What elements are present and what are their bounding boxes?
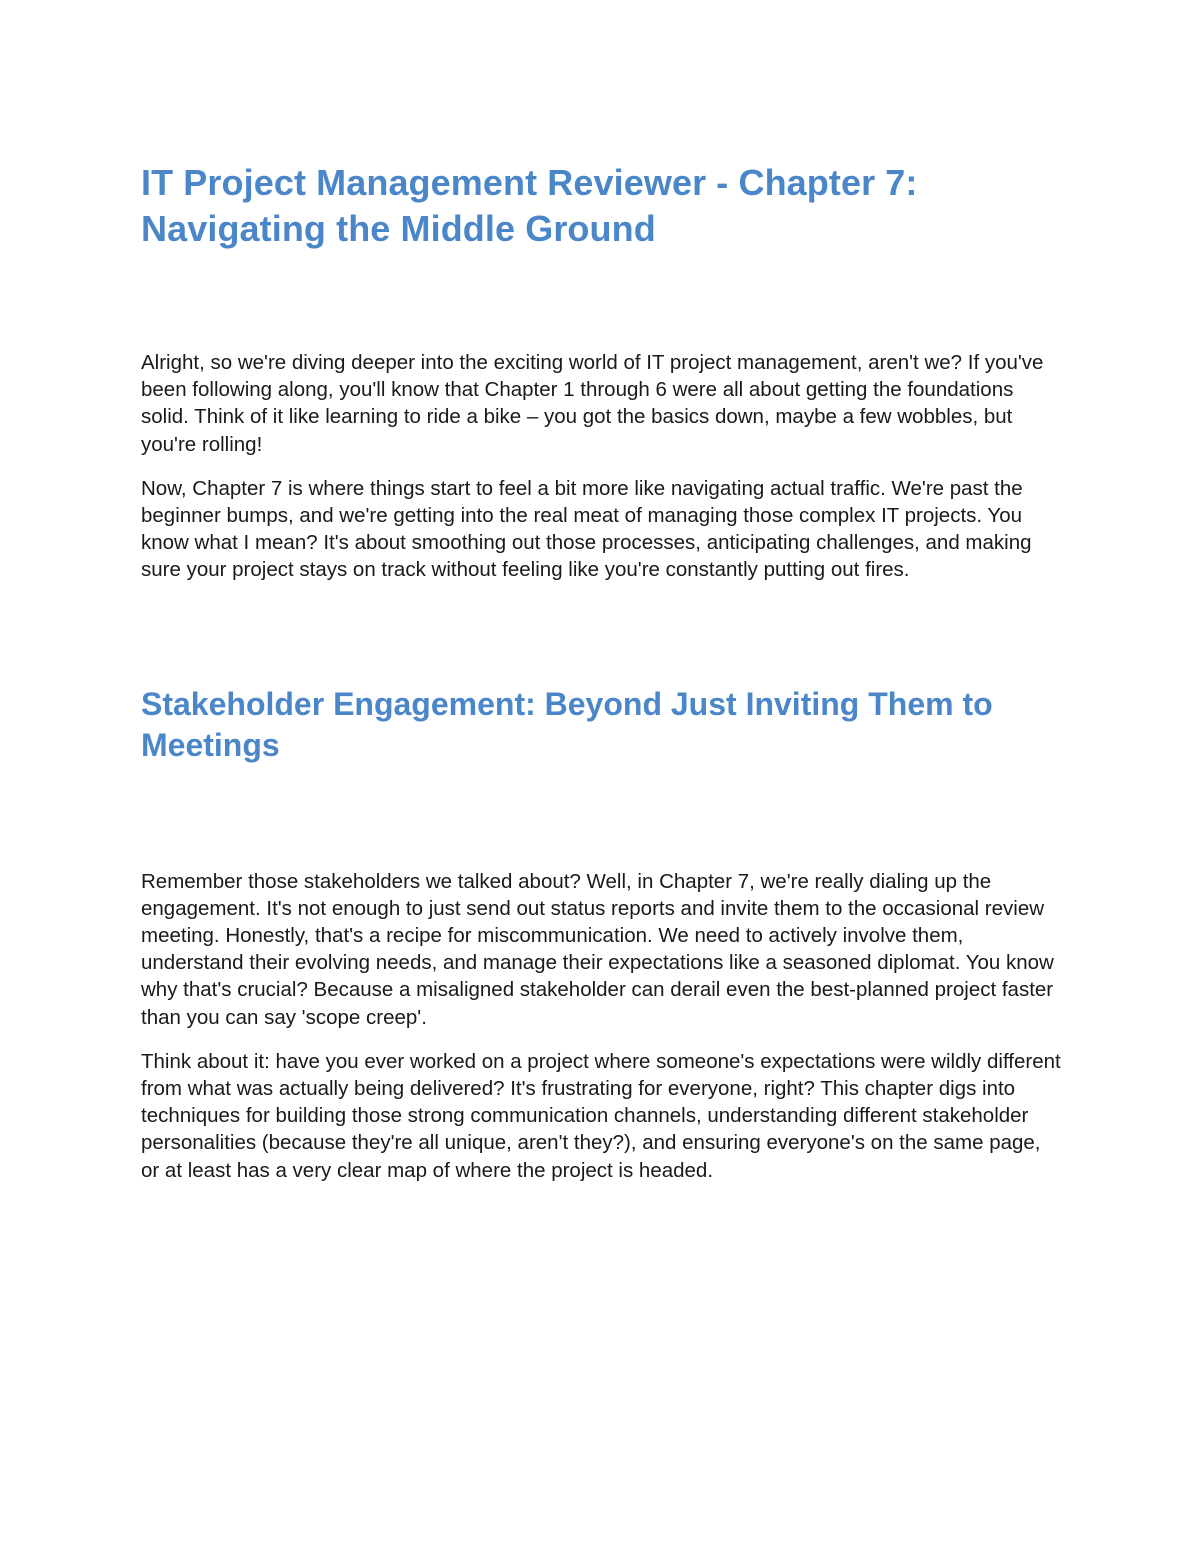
section-heading-stakeholder-engagement: Stakeholder Engagement: Beyond Just Inviting Them to Meetings [141,685,993,763]
page-title: IT Project Management Reviewer - Chapter 7: Navigating the Middle Ground [141,162,918,249]
spacer [141,252,1061,349]
document-body [141,160,1061,1184]
spacer [141,584,1061,684]
spacer [141,1031,1061,1048]
intro-paragraph-2: Now, Chapter 7 is where things start to feel a bit more like navigating actual traffic. We're past the beginner bumps, and we're getting into the real meat of managing those complex IT projects. You know what I mean? It's about smoothing out those processes, anticipating challenges, and making sure your project stays on track without feeling like you're constantly putting out fires. [141,476,1032,582]
spacer [141,766,1061,868]
spacer [141,458,1061,475]
intro-paragraph-1: Alright, so we're diving deeper into the exciting world of IT project management, aren't we? If you've been following along, you'll know that Chapter 1 through 6 were all about getting the foundations solid. Think of it like learning to ride a bike – you got the basics down, maybe a few wobbles, but you're rolling! [141,351,1044,456]
section-paragraph-2: Think about it: have you ever worked on a project where someone's expectations were wildly different from what was actually being delivered? It's frustrating for everyone, right? This chapter digs into techniques for building those strong communication channels, understanding different stakeholder personalities (because they're all unique, aren't they?), and ensuring everyone's on the same page, or at least has a very clear map of where the project is headed. [141,1049,1061,1182]
section-paragraph-1: Remember those stakeholders we talked about? Well, in Chapter 7, we're really dialing up the engagement. It's not enough to just send out status reports and invite them to the occasional review meeting. Honestly, that's a recipe for miscommunication. We need to actively involve them, understand their evolving needs, and manage their expectations like a seasoned diplomat. You know why that's crucial? Because a misaligned stakeholder can derail even the best-planned project faster than you can say 'scope creep'. [141,869,1054,1029]
